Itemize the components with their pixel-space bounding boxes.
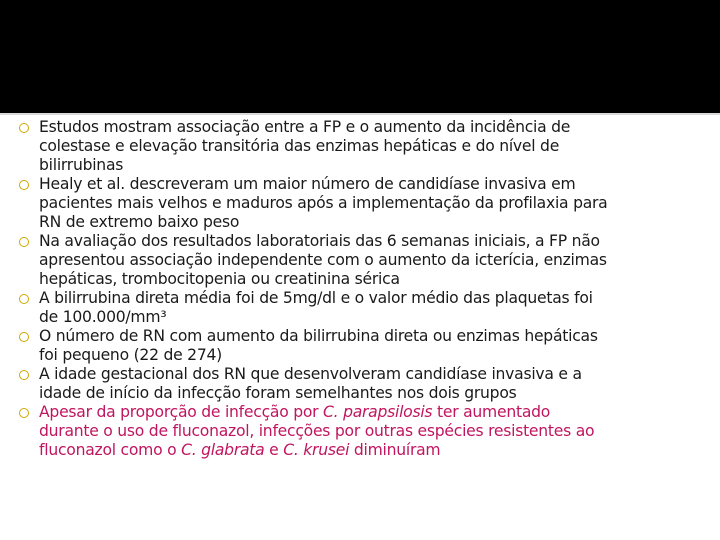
text-run: ter aumentado	[432, 403, 551, 421]
species-name: C. glabrata	[181, 441, 265, 459]
ring-bullet-icon	[19, 237, 29, 247]
text-run: e	[264, 441, 284, 459]
species-name: C. parapsilosis	[323, 403, 433, 421]
bullet-text-line: Healy et al. descreveram um maior número de candidíase invasiva em	[39, 175, 576, 193]
bullet-text-line: apresentou associação independente com o aumento da icterícia, enzimas	[39, 251, 607, 269]
bullet-item	[18, 175, 718, 232]
bullet-text-line	[39, 441, 718, 460]
text-run: fluconazol como o	[39, 441, 182, 459]
text-run: diminuíram	[349, 441, 441, 459]
bullet-item	[18, 327, 718, 365]
bullet-item-highlighted	[18, 403, 718, 460]
bullet-text-line: de 100.000/mm³	[39, 308, 167, 326]
ring-bullet-icon	[19, 332, 29, 342]
ring-bullet-icon	[19, 180, 29, 190]
bullet-item	[18, 365, 718, 403]
ring-bullet-icon	[19, 408, 29, 418]
bullet-item	[18, 289, 718, 327]
bullet-text-line: colestase e elevação transitória das enzimas hepáticas e do nível de	[39, 137, 560, 155]
ring-bullet-icon	[19, 123, 29, 133]
text-run: Apesar da proporção de infecção por	[39, 403, 324, 421]
bullet-text-line: A bilirrubina direta média foi de 5mg/dl e o valor médio das plaquetas foi	[39, 289, 593, 307]
bullet-item	[18, 232, 718, 289]
bullet-text-line: O número de RN com aumento da bilirrubina direta ou enzimas hepáticas	[39, 327, 598, 345]
bullet-text-line: foi pequeno (22 de 274)	[39, 346, 222, 364]
bullet-text-line: RN de extremo baixo peso	[39, 213, 240, 231]
bullet-text-line: A idade gestacional dos RN que desenvolveram candidíase invasiva e a	[39, 365, 582, 383]
bullet-text-line: hepáticas, trombocitopenia ou creatinina sérica	[39, 270, 400, 288]
bullet-text-line	[39, 403, 718, 422]
bullet-text-line: idade de início da infecção foram semelhantes nos dois grupos	[39, 384, 517, 402]
species-name: C. krusei	[283, 441, 350, 459]
bullet-list	[18, 118, 718, 460]
ring-bullet-icon	[19, 294, 29, 304]
title-divider	[0, 113, 720, 115]
bullet-text-line: Estudos mostram associação entre a FP e o aumento da incidência de	[39, 118, 571, 136]
bullet-text-line: Na avaliação dos resultados laboratoriais das 6 semanas iniciais, a FP não	[39, 232, 600, 250]
bullet-text-line: durante o uso de fluconazol, infecções por outras espécies resistentes ao	[39, 422, 595, 440]
ring-bullet-icon	[19, 370, 29, 380]
title-bar	[0, 0, 720, 113]
bullet-text-line: bilirrubinas	[39, 156, 124, 174]
bullet-text-line: pacientes mais velhos e maduros após a implementação da profilaxia para	[39, 194, 608, 212]
bullet-item	[18, 118, 718, 175]
